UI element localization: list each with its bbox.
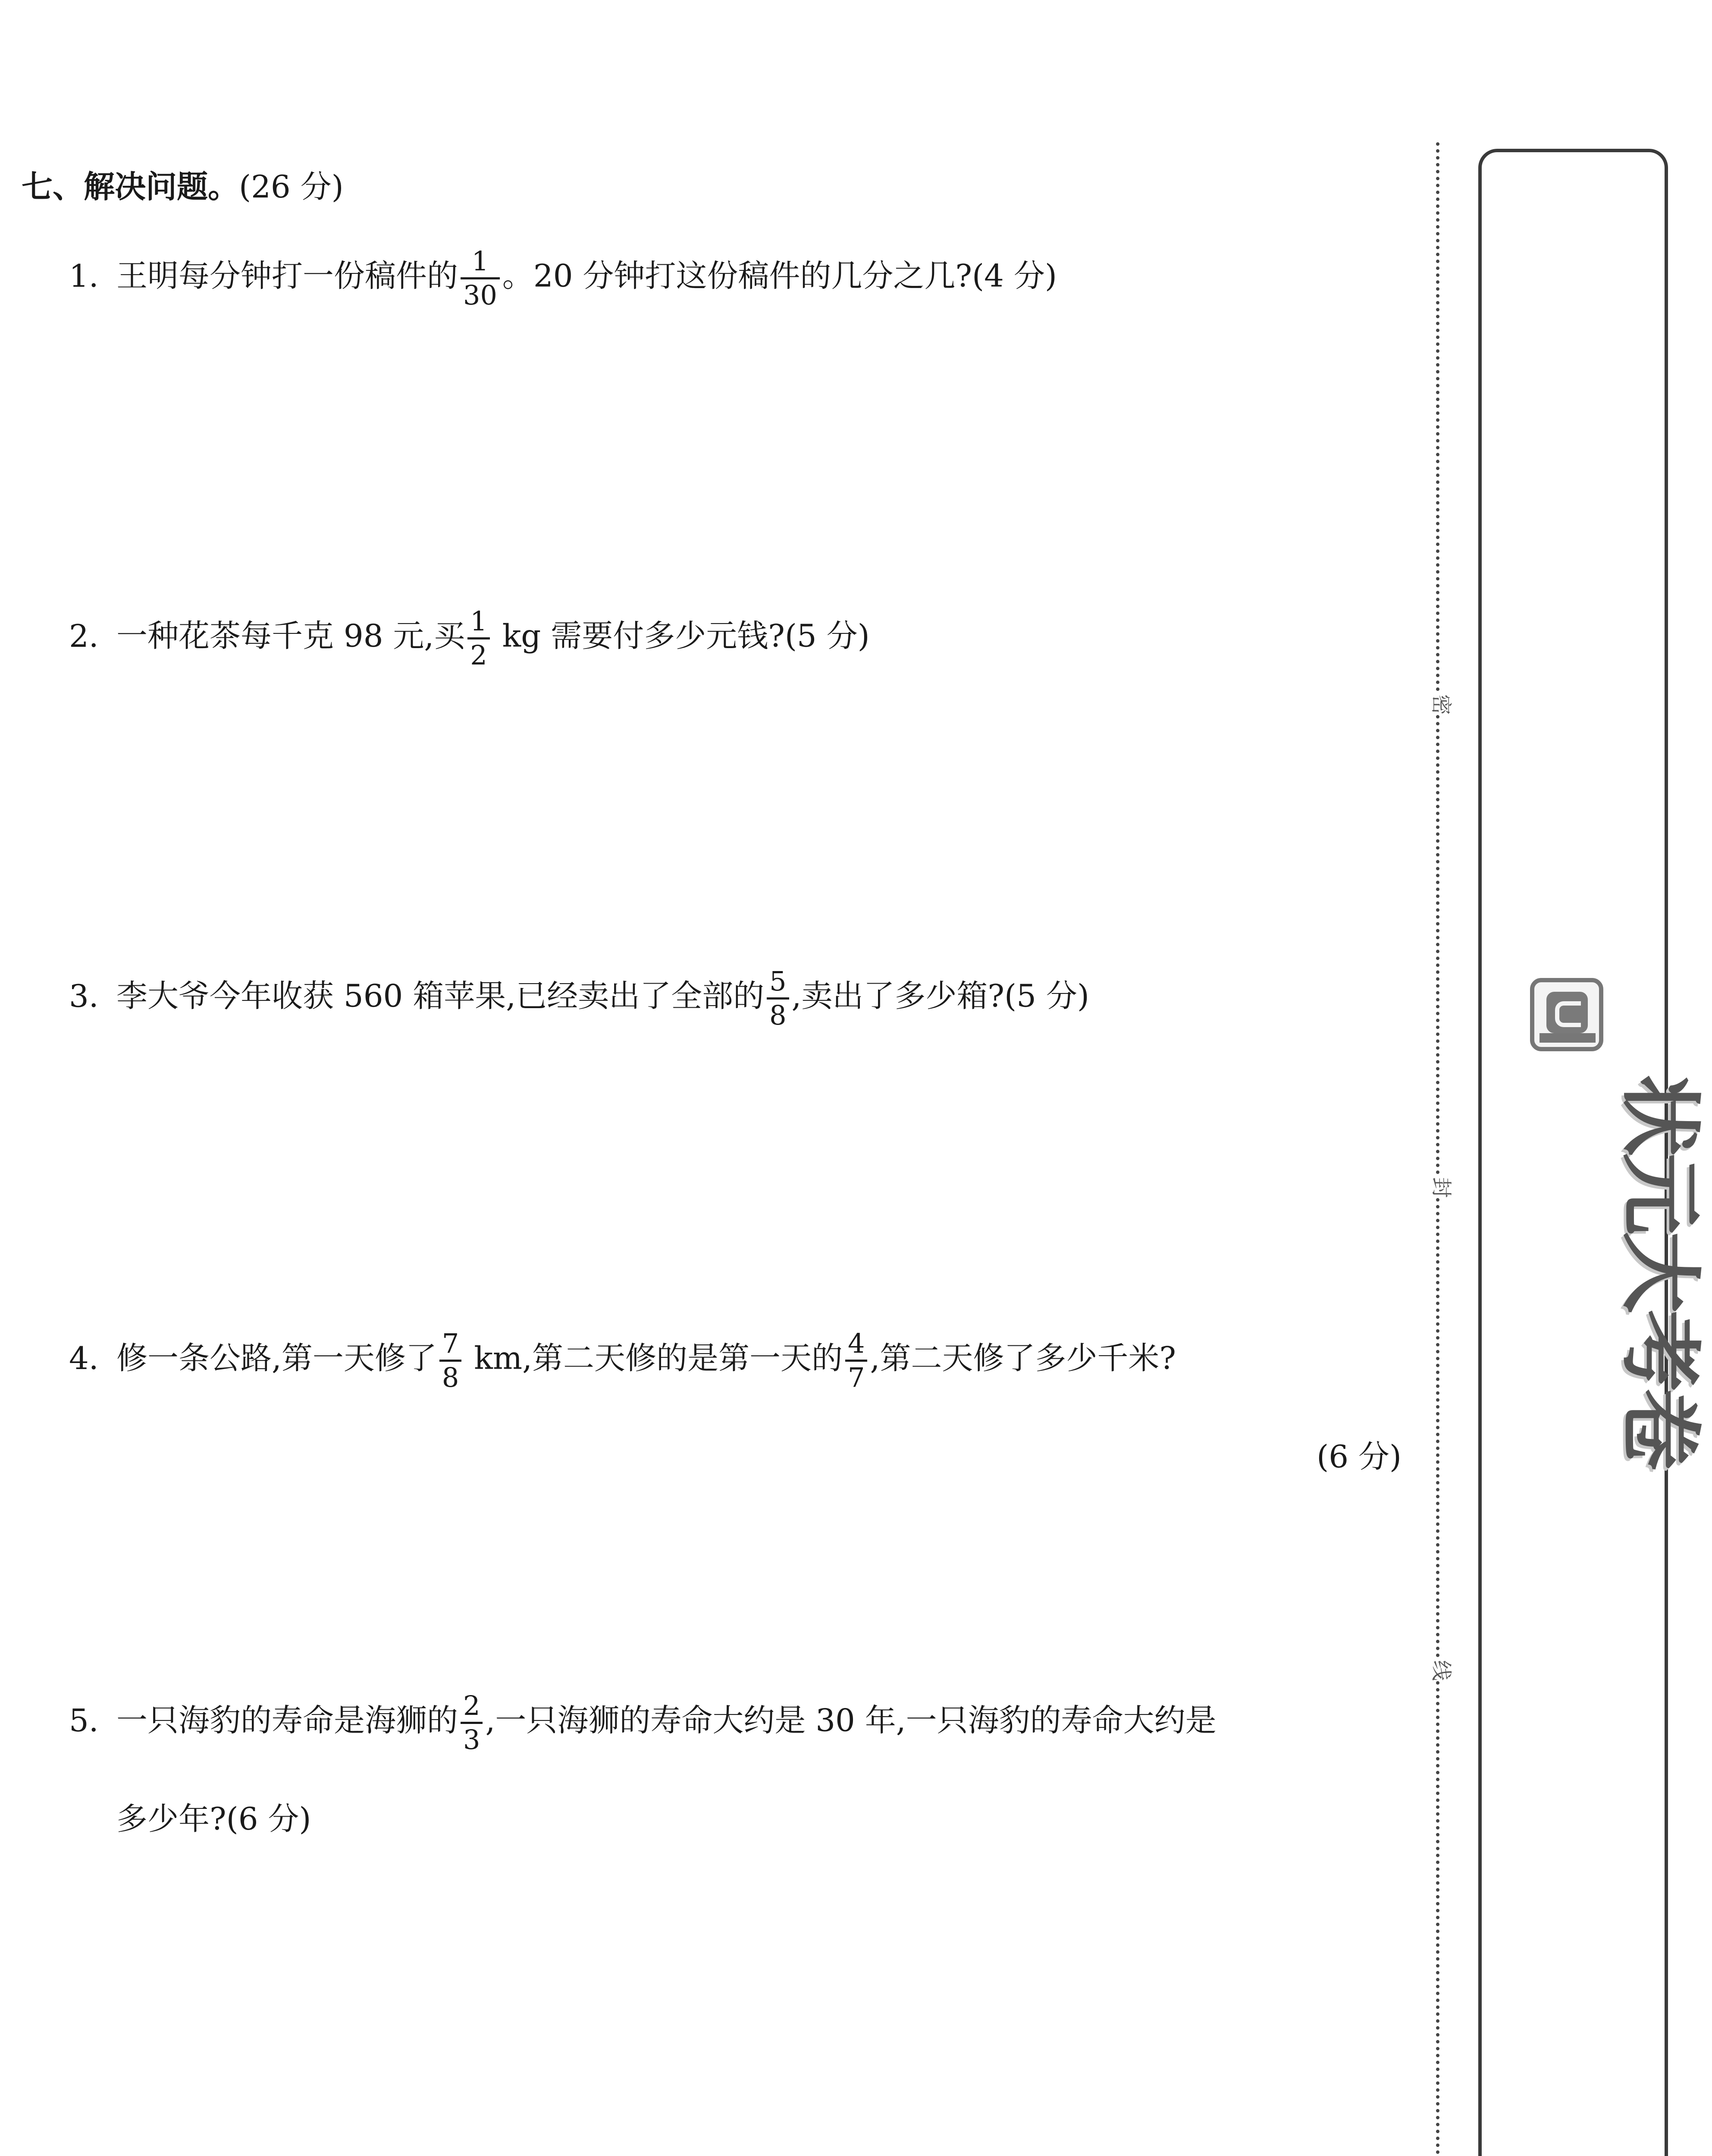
fraction-numerator: 1 <box>467 608 489 639</box>
section-title-text: 七、解决问题。 <box>22 169 239 205</box>
fraction-numerator: 5 <box>767 968 789 1000</box>
problem-text: kg 需要付多少元钱?(5 分) <box>492 617 870 654</box>
fraction-numerator: 1 <box>461 248 500 279</box>
problem-number: 2. <box>69 617 99 654</box>
problem-text: 修一条公路,第一天修了 <box>116 1340 437 1376</box>
fraction-numerator: 4 <box>845 1330 867 1362</box>
binding-dotted-line <box>1436 142 1439 2156</box>
binding-char-feng: 封 <box>1429 1177 1454 1198</box>
publisher-logo-icon <box>1530 978 1603 1051</box>
fraction-denominator: 30 <box>463 279 497 311</box>
problem-4 <box>69 1330 1176 1391</box>
fraction <box>467 605 489 671</box>
problem-text: 一种花茶每千克 98 元,买 <box>116 617 465 654</box>
problem-2 <box>69 605 870 671</box>
fraction-numerator: 7 <box>439 1330 461 1362</box>
problem-1 <box>69 245 1057 311</box>
brand-title: 状元大考卷 <box>1612 1074 1708 1467</box>
problem-text: ,第二天修了多少千米? <box>870 1340 1176 1376</box>
problem-text: 王明每分钟打一份稿件的 <box>116 257 458 294</box>
problem-4-score: (6 分) <box>1317 1438 1402 1475</box>
fraction <box>461 245 500 311</box>
problem-text: km,第二天修的是第一天的 <box>464 1340 843 1376</box>
fraction-denominator: 8 <box>769 1000 787 1031</box>
problem-number: 5. <box>69 1702 99 1739</box>
problem-text: 。20 分钟打这份稿件的几分之几?(4 分) <box>502 257 1057 294</box>
logo-mark-icon <box>1546 992 1588 1033</box>
problem-5-continuation: 多少年?(6 分) <box>116 1801 311 1837</box>
problem-3 <box>69 965 1089 1031</box>
problem-number: 3. <box>69 978 99 1014</box>
fraction <box>439 1330 461 1391</box>
problem-number: 1. <box>69 257 99 294</box>
fraction <box>461 1692 483 1753</box>
problem-number: 4. <box>69 1340 99 1376</box>
fraction-numerator: 2 <box>461 1692 483 1724</box>
section-title <box>22 162 344 207</box>
binding-char-mi: 密 <box>1429 694 1454 715</box>
fraction-denominator: 7 <box>848 1362 865 1393</box>
fraction-denominator: 8 <box>442 1362 459 1393</box>
problem-text: 一只海豹的寿命是海狮的 <box>116 1702 458 1739</box>
problem-text: 李大爷今年收获 560 箱苹果,已经卖出了全部的 <box>116 978 765 1014</box>
fraction-denominator: 2 <box>470 639 487 671</box>
problem-text: ,一只海狮的寿命大约是 30 年,一只海豹的寿命大约是 <box>485 1702 1217 1739</box>
problem-5 <box>69 1692 1217 1753</box>
fraction <box>767 965 789 1031</box>
fraction <box>845 1330 867 1391</box>
fraction-denominator: 3 <box>463 1724 480 1755</box>
problem-text: ,卖出了多少箱?(5 分) <box>791 978 1089 1014</box>
section-score: (26 分) <box>239 169 344 205</box>
logo-strip <box>1540 1033 1596 1043</box>
binding-char-xian: 线 <box>1429 1660 1454 1681</box>
